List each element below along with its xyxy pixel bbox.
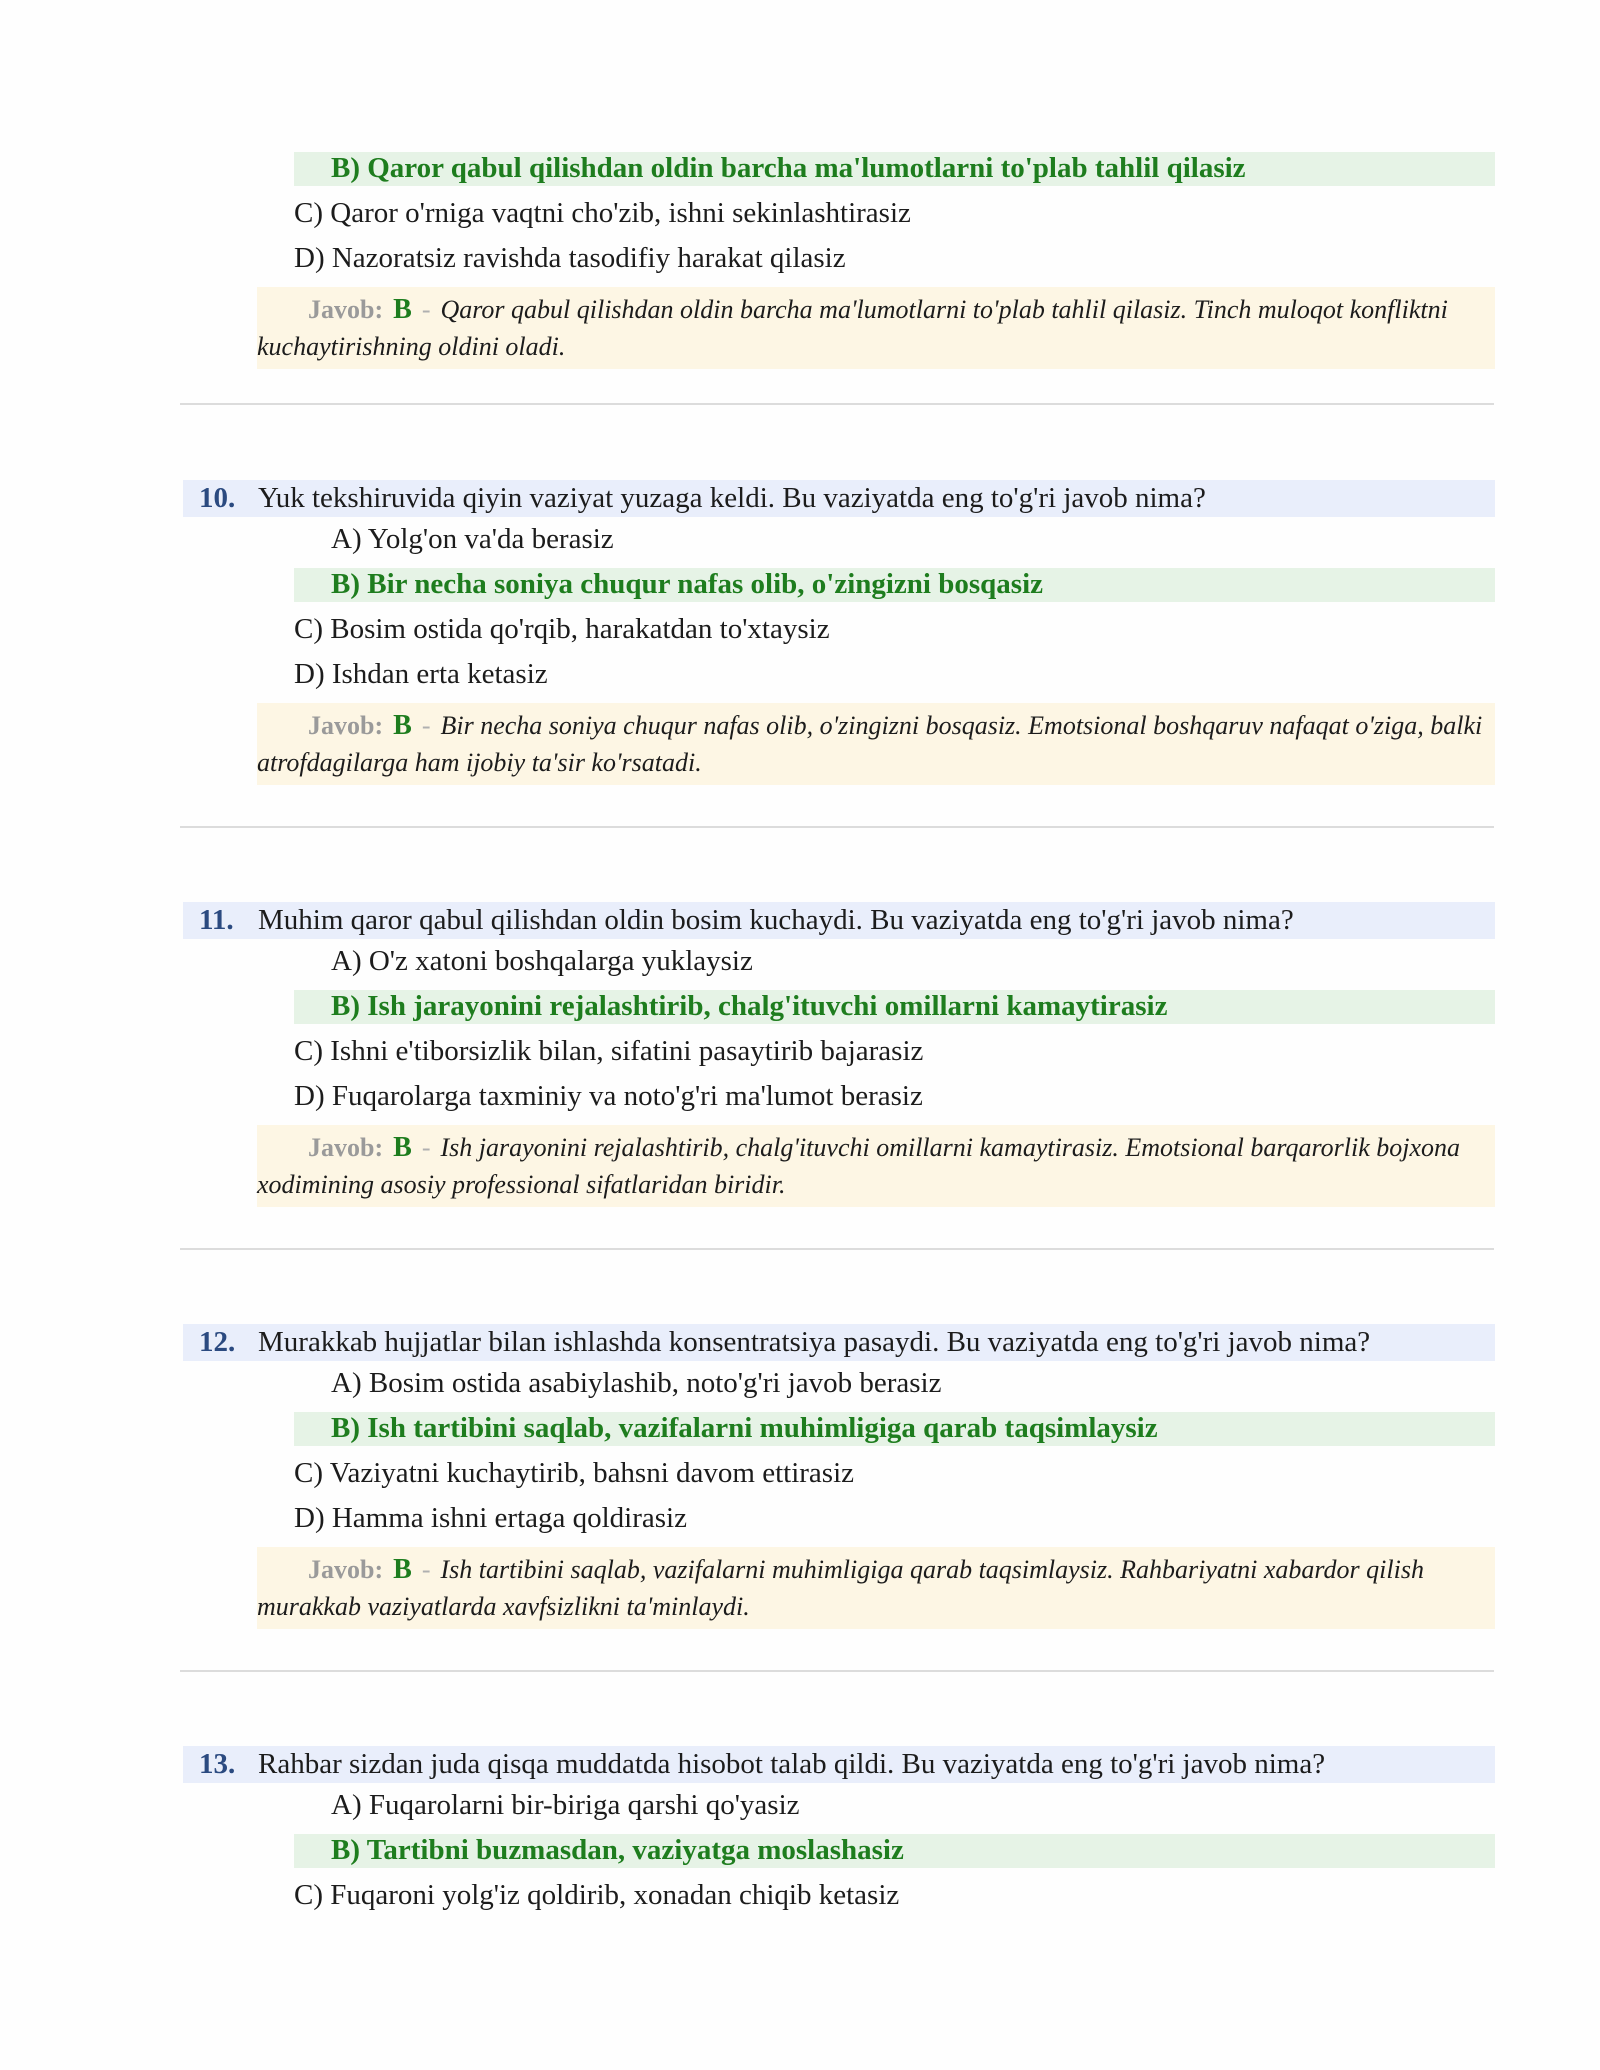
q9-option-c: C) Qaror o'rniga vaqtni cho'zib, ishni sekinlashtirasiz: [294, 197, 911, 229]
q12-option-d: D) Hamma ishni ertaga qoldirasiz: [294, 1502, 687, 1534]
answer-explanation: Bir necha soniya chuqur nafas olib, o'zingizni bosqasiz. Emotsional boshqaruv nafaqat o'ziga, balki atrofdagilarga ham ijobiy ta'sir ko'rsatadi.: [257, 711, 1483, 777]
q12-question-line: [183, 1324, 1495, 1361]
q11-answer-box: [257, 1125, 1495, 1207]
q9-option-d: D) Nazoratsiz ravishda tasodifiy harakat qilasiz: [294, 242, 846, 274]
q9-answer-box: [257, 287, 1495, 369]
q10-option-c: C) Bosim ostida qo'rqib, harakatdan to'xtaysiz: [294, 613, 830, 645]
answer-label: Javob:: [308, 1133, 384, 1162]
question-11-block: [183, 902, 1495, 1207]
answer-letter: B: [393, 294, 412, 325]
question-number: 13.: [199, 1748, 236, 1780]
q13-question-line: [183, 1746, 1495, 1783]
answer-letter: B: [393, 1132, 412, 1163]
question-10-block: [183, 480, 1495, 785]
answer-label: Javob:: [308, 295, 384, 324]
answer-explanation: Qaror qabul qilishdan oldin barcha ma'lumotlarni to'plab tahlil qilasiz. Tinch muloqot konfliktni kuchaytirishning oldini oladi.: [257, 295, 1448, 361]
question-12-block: [183, 1324, 1495, 1629]
q13-option-a: A) Fuqarolarni bir-biriga qarshi qo'yasiz: [331, 1789, 800, 1821]
question-number: 10.: [199, 482, 236, 514]
q10-option-b-correct: B) Bir necha soniya chuqur nafas olib, o'zingizni bosqasiz: [294, 562, 1495, 607]
divider: [180, 826, 1494, 828]
q11-option-a: A) O'z xatoni boshqalarga yuklaysiz: [331, 945, 753, 977]
answer-explanation: Ish jarayonini rejalashtirib, chalg'ituvchi omillarni kamaytirasiz. Emotsional barqarorlik bojxona xodimining asosiy professional sifatlaridan biridir.: [257, 1133, 1461, 1199]
question-text: Murakkab hujjatlar bilan ishlashda konsentratsiya pasaydi. Bu vaziyatda eng to'g'ri javob nima?: [258, 1326, 1371, 1358]
divider: [180, 403, 1494, 405]
q11-option-b-correct: B) Ish jarayonini rejalashtirib, chalg'ituvchi omillarni kamaytirasiz: [294, 984, 1495, 1029]
q13-option-b-correct: B) Tartibni buzmasdan, vaziyatga moslashasiz: [294, 1828, 1495, 1873]
answer-dash: -: [421, 295, 431, 324]
q11-option-c: C) Ishni e'tiborsizlik bilan, sifatini pasaytirib bajarasiz: [294, 1035, 924, 1067]
answer-dash: -: [421, 1133, 431, 1162]
answer-dash: -: [421, 711, 431, 740]
divider: [180, 1248, 1494, 1250]
q13-option-c: C) Fuqaroni yolg'iz qoldirib, xonadan chiqib ketasiz: [294, 1879, 900, 1911]
q12-option-a: A) Bosim ostida asabiylashib, noto'g'ri javob berasiz: [331, 1367, 942, 1399]
question-number: 12.: [199, 1326, 236, 1358]
answer-letter: B: [393, 1554, 412, 1585]
answer-label: Javob:: [308, 711, 384, 740]
answer-dash: -: [421, 1555, 431, 1584]
answer-letter: B: [393, 710, 412, 741]
q12-option-c: C) Vaziyatni kuchaytirib, bahsni davom ettirasiz: [294, 1457, 854, 1489]
question-text: Yuk tekshiruvida qiyin vaziyat yuzaga keldi. Bu vaziyatda eng to'g'ri javob nima?: [258, 482, 1206, 514]
question-13-block: [183, 1746, 1495, 1918]
q9-option-b-correct: B) Qaror qabul qilishdan oldin barcha ma'lumotlarni to'plab tahlil qilasiz: [294, 146, 1495, 191]
question-text: Rahbar sizdan juda qisqa muddatda hisobot talab qildi. Bu vaziyatda eng to'g'ri javob nima?: [258, 1748, 1326, 1780]
q12-answer-box: [257, 1547, 1495, 1629]
question-number: 11.: [199, 904, 234, 936]
q10-option-a: A) Yolg'on va'da berasiz: [331, 523, 614, 555]
q11-option-d: D) Fuqarolarga taxminiy va noto'g'ri ma'lumot berasiz: [294, 1080, 923, 1112]
divider: [180, 1670, 1494, 1672]
q10-option-d: D) Ishdan erta ketasiz: [294, 658, 548, 690]
question-text: Muhim qaror qabul qilishdan oldin bosim kuchaydi. Bu vaziyatda eng to'g'ri javob nima?: [258, 904, 1294, 936]
q12-option-b-correct: B) Ish tartibini saqlab, vazifalarni muhimligiga qarab taqsimlaysiz: [294, 1406, 1495, 1451]
q10-answer-box: [257, 703, 1495, 785]
q11-question-line: [183, 902, 1495, 939]
answer-label: Javob:: [308, 1555, 384, 1584]
answer-explanation: Ish tartibini saqlab, vazifalarni muhimligiga qarab taqsimlaysiz. Rahbariyatni xabardor qilish murakkab vaziyatlarda xavfsizlikni ta'minlaydi.: [257, 1555, 1424, 1621]
q10-question-line: [183, 480, 1495, 517]
question-9-block: [183, 146, 1495, 369]
